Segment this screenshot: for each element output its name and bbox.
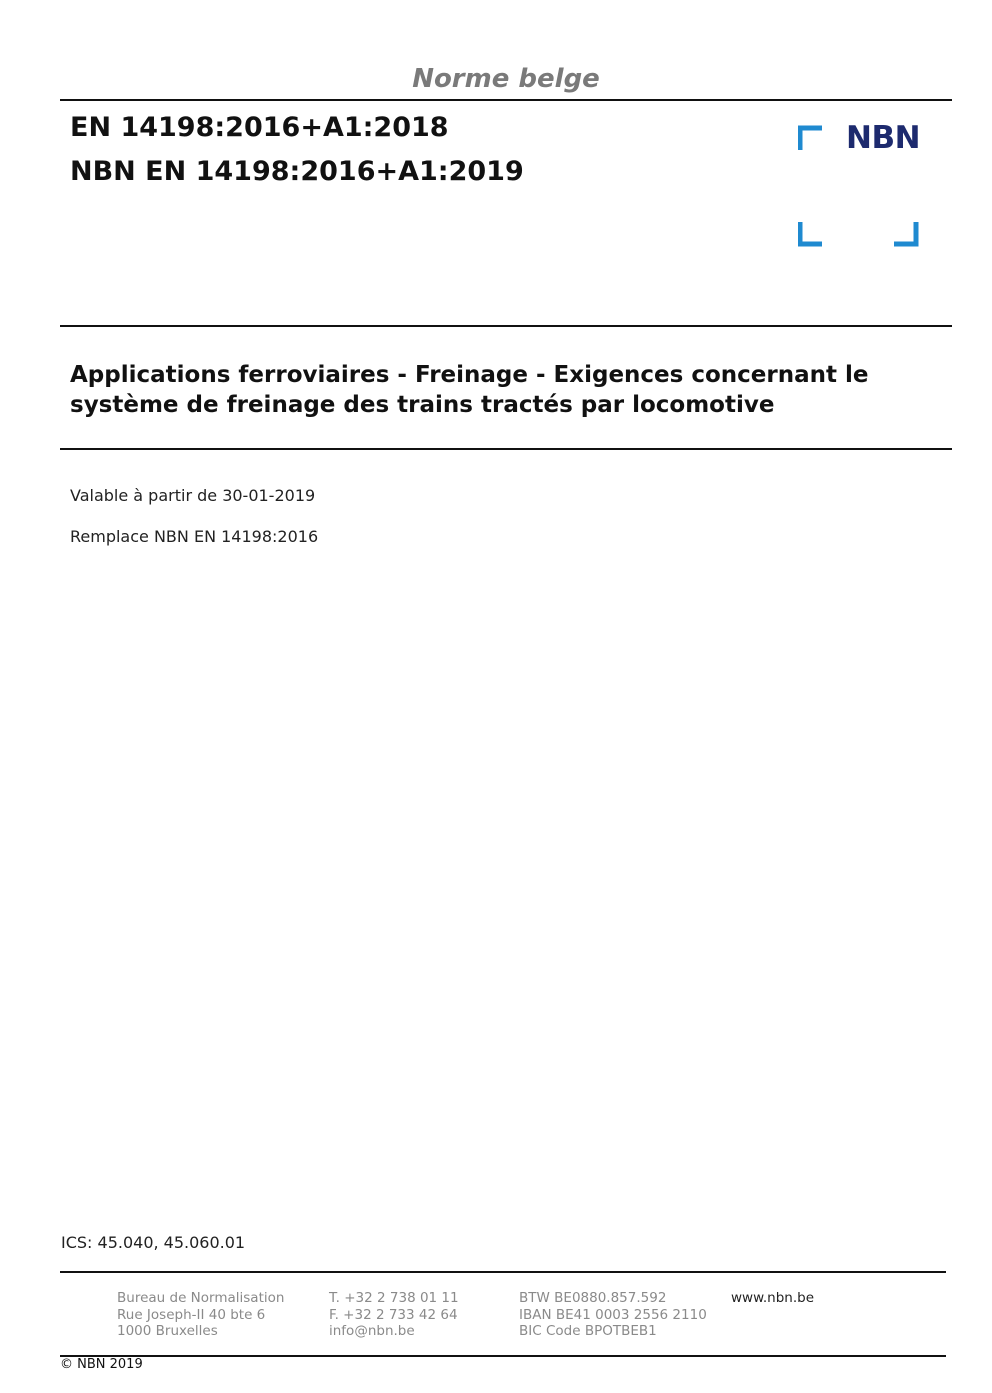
replaces-standard: Remplace NBN EN 14198:2016	[70, 527, 319, 546]
footer-top-divider	[60, 1271, 946, 1273]
footer-website	[731, 1290, 814, 1307]
footer-vat: BTW BE0880.857.592	[519, 1290, 667, 1306]
footer-bottom-divider	[60, 1355, 946, 1357]
ics-codes: ICS: 45.040, 45.060.01	[61, 1233, 246, 1252]
footer-bank	[519, 1290, 707, 1340]
footer-email: info@nbn.be	[329, 1323, 415, 1339]
title-bottom-divider	[60, 448, 952, 450]
en-standard-code: EN 14198:2016+A1:2018	[70, 112, 449, 143]
footer-iban: IBAN BE41 0003 2556 2110	[519, 1306, 707, 1323]
footer-address-line: 1000 Bruxelles	[117, 1323, 218, 1339]
footer-phone: T. +32 2 738 01 11	[329, 1290, 459, 1306]
footer-contact	[329, 1290, 459, 1340]
copyright-notice: © NBN 2019	[60, 1357, 143, 1372]
footer-address-line: Bureau de Normalisation	[117, 1290, 285, 1306]
footer-address	[117, 1290, 284, 1340]
nbn-standard-code: NBN EN 14198:2016+A1:2019	[70, 156, 524, 187]
logo-wordmark: NBN	[846, 120, 921, 156]
footer-website-link: www.nbn.be	[731, 1290, 815, 1306]
footer-address-line: Rue Joseph-II 40 bte 6	[117, 1306, 266, 1323]
validity-date: Valable à partir de 30-01-2019	[70, 486, 316, 505]
document-type-label: Norme belge	[412, 64, 600, 94]
title-top-divider	[60, 325, 952, 327]
footer-fax: F. +32 2 733 42 64	[329, 1306, 458, 1323]
document-title: Applications ferroviaires - Freinage - Exigences concernant le système de freinage des trains tractés par locomotive	[70, 362, 869, 418]
header-divider	[60, 99, 952, 101]
footer-bic: BIC Code BPOTBEB1	[519, 1323, 657, 1339]
